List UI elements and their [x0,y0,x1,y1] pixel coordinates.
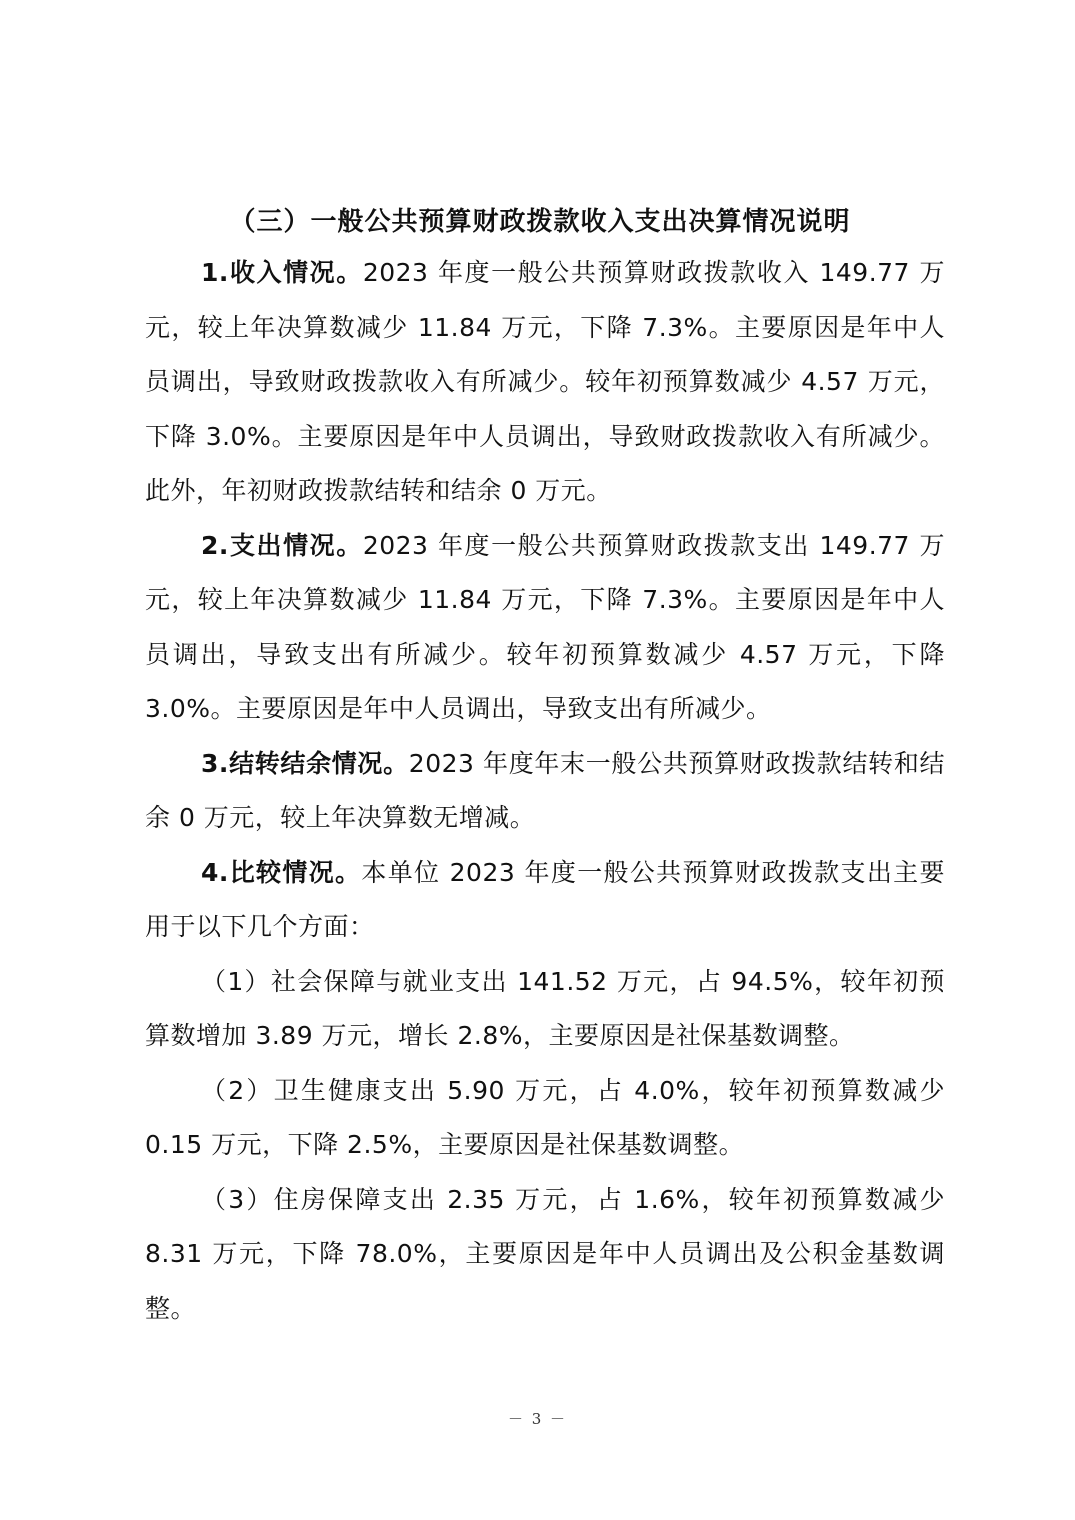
paragraph-text: 2023 年度年末一般公共预算财政拨款结转和结余 0 万元，较上年决算数无增减。 [145,748,945,832]
page-number: － 3 － [507,1410,568,1428]
paragraph-text: （3）住房保障支出 2.35 万元，占 1.6%，较年初预算数减少 8.31 万元，下降 78.0%，主要原因是年中人员调出及公积金基数调整。 [145,1184,945,1323]
paragraph-item-housing [145,1173,945,1337]
paragraph-text: （1）社会保障与就业支出 141.52 万元，占 94.5%，较年初预算数增加 3.89 万元，增长 2.8%，主要原因是社保基数调整。 [145,966,945,1050]
paragraph-expenditure [145,519,945,737]
paragraph-lead: 3.结转结余情况。 [201,748,409,778]
paragraph-text: 本单位 2023 年度一般公共预算财政拨款支出主要用于以下几个方面： [145,857,945,941]
paragraph-lead: 2.支出情况。 [201,530,363,560]
paragraph-lead: 4.比较情况。 [201,857,362,887]
paragraph-text: （2）卫生健康支出 5.90 万元，占 4.0%，较年初预算数减少 0.15 万元，下降 2.5%，主要原因是社保基数调整。 [145,1075,945,1159]
paragraph-item-social-security [145,955,945,1064]
paragraph-item-health [145,1064,945,1173]
document-body [145,198,945,1336]
paragraph-lead: 1.收入情况。 [201,258,363,287]
paragraph-text: 2023 年度一般公共预算财政拨款支出 149.77 万元，较上年决算数减少 11.84 万元，下降 7.3%。主要原因是年中人员调出，导致支出有所减少。较年初预算数减少 4.57 万元，下降 3.0%。主要原因是年中人员调出，导致支出有所减少。 [145,530,945,723]
paragraph-text: 2023 年度一般公共预算财政拨款收入 149.77 万元，较上年决算数减少 11.84 万元，下降 7.3%。主要原因是年中人员调出，导致财政拨款收入有所减少。较年初预算数减少 4.57 万元，下降 3.0%。主要原因是年中人员调出，导致财政拨款收入有所减少。此外，年初财政拨款结转和结余 0 万元。 [145,258,945,505]
section-title: （三）一般公共预算财政拨款收入支出决算情况说明 [229,207,851,237]
paragraph-income [145,246,945,519]
paragraph-carryover [145,737,945,846]
paragraph-comparison [145,846,945,955]
